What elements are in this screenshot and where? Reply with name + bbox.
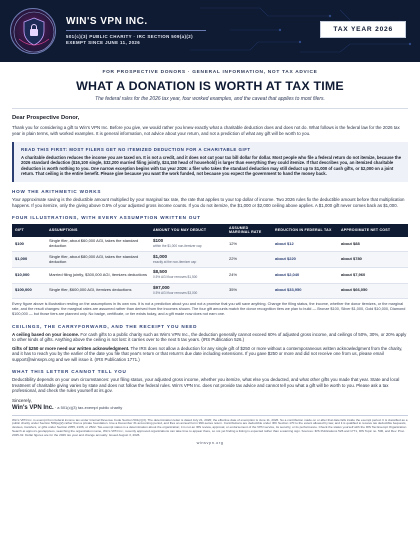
divider <box>12 108 408 109</box>
deduct-note: exactly at the non-itemizer cap <box>153 259 197 264</box>
warning-callout <box>12 142 408 182</box>
ceiling-lead: A ceiling based on your income. <box>12 331 80 337</box>
signer: Win's VPN Inc. <box>12 404 54 411</box>
signer-note: · a 501(c)(3) tax-exempt public charity <box>53 404 123 410</box>
table-header-row <box>12 224 408 237</box>
net-cost-cell: about $66,050 <box>338 283 408 299</box>
assumptions-cell: Single filer, about $60,000 AGI, takes the standard deduction <box>46 237 150 252</box>
rate-cell: 12% <box>226 237 272 252</box>
col-deduct: AMOUNT YOU MAY DEDUCT <box>150 224 226 237</box>
table-row <box>12 237 408 252</box>
opening-paragraph: Thank you for considering a gift to Win's VPN Inc. Before you give, we would rather you knew exactly what a charitable deduction does and does not do. What follows is the federal law for the 2026 tax year in plain terms, with worked examples. It is general information, not advice about your return, and not a prediction of what any gift will be worth to you. <box>12 125 400 136</box>
arithmetic-text: Your approximate saving is the deductible amount multiplied by your marginal tax rate, the rate that applies to your top dollar of income. Two 2026 rules fix the deductible amount before that multiplication happens. If you itemize, only the giving above 0.5% of your adjusted gross income counts. If you do not itemize, the $1,000 or $2,000 ceiling above applies. A $1,000 gift never comes back as $1,000. <box>12 197 405 208</box>
reduction-cell: about $33,950 <box>272 283 338 299</box>
gift-amount: $1,000 <box>12 252 46 268</box>
tax-year-badge: TAX YEAR 2026 <box>320 21 406 38</box>
rate-cell: 24% <box>226 267 272 283</box>
page-subtitle: The federal rules for the 2026 tax year, four worked examples, and the caveat that applies to most filers. <box>95 96 325 102</box>
illustrations-table <box>12 224 408 299</box>
fine-print: Win's VPN Inc. is exempt from federal income tax under Internal Revenue Code Section 501(c)(3). The determination letter is dated July 21, 2026; the effective date of exemption is June 11, 2026. So a contribution made on or after that date falls inside the exempt period. It is classified as a public charity under Section 509(a)(2) rather than a private foundation. Use a December 31 accounting period, and files an annual Form 990-series return. Contributions are deductible under IRC Section 170 to the extent allowed by law, and it is qualified to receive tax deductible bequests, devises, transfers, or gifts under Section 2055, 2106, or 2522. Tax-exempt status is a determination about the organization; it is not an IRS review, approval, or endorsement of the VPN service, its security, or its performance. Check the status yourself with the IRS Tax Exempt Organization Search at apps.irs.gov/app/eos, searching the organization name, Win's VPN Inc.; recently approved organizations can take time to appear there, so not yet finding a listing is expected rather than a warning sign. Sources: IRS Publications 526 and 1771, IRS Topic no. 506, and Rev. Proc. 2025-32. Dollar figures are for the 2026 tax year and change annually. Issued August 3, 2026. <box>12 417 408 438</box>
cannot-text: Deductibility depends on your own circumstances: your filing status, your adjusted gross income, whether you itemize, what else you deducted, and what other gifts you made that year. State and local treatment of charitable giving varies by state and does not follow the federal rules. Win's VPN Inc. does not provide tax advice and cannot tell you what a gift will be worth to you. Please ask a tax professional, and check the rules yourself at irs.gov. <box>12 377 400 394</box>
acknowledgment-paragraph <box>12 346 408 363</box>
callout-text: A charitable deduction reduces the income you are taxed on. It is not a credit, and it does not cut your tax bill dollar for dollar. Most people who file a federal return do not itemize, because the 2026 standard deduction ($16,100 single, $32,200 married filing jointly, $24,150 head of household) is larger than everything they could itemize. If that describes you, an itemized charitable deduction is worth nothing to you. One narrow exception begins with tax year 2026: a filer who takes the standard deduction may still deduct up to $1,000 of cash gifts, or $2,000 on a joint return. That ceiling is the entire benefit. Please give because you want the work funded, not because you expect the government to hand the money back. <box>21 155 402 176</box>
deduct-cell <box>150 267 226 283</box>
table-row <box>12 283 408 299</box>
reduction-cell: about $12 <box>272 237 338 252</box>
website: winsvpn.org <box>196 441 224 446</box>
deduct-cell <box>150 283 226 299</box>
organization-seal-icon <box>10 8 56 54</box>
col-assumptions: ASSUMPTIONS <box>46 224 150 237</box>
letterhead <box>0 0 420 62</box>
net-cost-cell: about $88 <box>338 237 408 252</box>
net-cost-cell: about $780 <box>338 252 408 268</box>
reduction-cell: about $220 <box>272 252 338 268</box>
deduct-note: within the $1,000 non-itemizer cap <box>153 244 202 249</box>
brand-name: WIN'S VPN INC. <box>66 16 148 27</box>
gift-amount: $100,000 <box>12 283 46 299</box>
acknowledgment-lead: Gifts of $250 or more need our written acknowledgment. <box>12 345 130 351</box>
table-row <box>12 252 408 268</box>
callout-title: READ THIS FIRST: MOST FILERS GET NO ITEMIZED DEDUCTION FOR A CHARITABLE GIFT <box>21 147 251 152</box>
assumptions-cell: Single filer, $600,000 AGI, itemizes deductions <box>46 283 150 299</box>
col-rate: ASSUMED MARGINAL RATE <box>226 224 272 237</box>
col-net: APPROXIMATE NET COST <box>338 224 408 237</box>
deduct-cell <box>150 237 226 252</box>
ceiling-paragraph <box>12 332 408 343</box>
kicker: FOR PROSPECTIVE DONORS · GENERAL INFORMATION, NOT TAX ADVICE <box>102 70 318 75</box>
deduct-amount: $8,500 <box>153 269 168 275</box>
deduct-amount: $1,000 <box>153 253 168 259</box>
ceilings-heading: CEILINGS, THE CARRYFORWARD, AND THE RECEIPT YOU NEED <box>12 323 198 329</box>
cannot-heading: WHAT THIS LETTER CANNOT TELL YOU <box>12 369 127 375</box>
rate-cell: 22% <box>226 252 272 268</box>
deduct-cell <box>150 252 226 268</box>
closing: Sincerely, <box>12 397 32 403</box>
acknowledgment-text: The IRS does not allow a deduction for any single gift of $250 or more without a contemporaneous written acknowledgment from the charity, and it has to reach you by the earlier of the date you file that year's return or that return's due date including extensions. If you gave $250 or more and did not receive one from us, please email support@winsvpn.org and we will issue it. (IRS Publication 1771.) <box>12 345 403 362</box>
gift-amount: $100 <box>12 237 46 252</box>
charity-status: 501(c)(3) PUBLIC CHARITY · IRC SECTION 509(a)(2) <box>66 34 193 39</box>
table-note: Every figure above is illustration resting on the assumptions in its own row. It is not a prediction about you and not a promise that you will save anything. Change the filing status, the income, whether the donor itemizes, or the marginal rate, and the result changes: the marginal rates are assumed rather than derived from the incomes shown. The four gift amounts match the donor recognition tiers we plan to build — Bronze $100, Silver $1,000, Gold $10,000, Diamond $100,000 — but those tiers are planned only. No badge, certificate, or tier exists today, and a gift made now does not earn one. <box>12 302 406 316</box>
col-reduction: REDUCTION IN FEDERAL TAX <box>272 224 338 237</box>
assumptions-cell: Married filing jointly, $300,000 AGI, itemizes deductions <box>46 267 150 283</box>
page-title: WHAT A DONATION IS WORTH AT TAX TIME <box>76 79 344 93</box>
rate-cell: 35% <box>226 283 272 299</box>
deduct-note: 0.5% AGI floor removes $3,000 <box>153 290 198 295</box>
signature-name <box>12 405 408 411</box>
illustrations-heading: FOUR ILLUSTRATIONS, WITH EVERY ASSUMPTION WRITTEN OUT <box>12 215 201 221</box>
col-gift: GIFT <box>12 224 46 237</box>
arithmetic-heading: HOW THE ARITHMETIC WORKS <box>12 189 102 195</box>
gift-amount: $10,000 <box>12 267 46 283</box>
deduct-note: 0.5% AGI floor removes $1,500 <box>153 275 198 280</box>
deduct-amount: $97,000 <box>153 285 170 291</box>
ceiling-text: For cash gifts to a public charity such as Win's VPN Inc., the deduction generally cannot exceed 60% of adjusted gross income, and ceilings of 50%, 30%, or 20% apply to other kinds of gifts. Anything above the ceiling is not lost: it carries over to the next 5 tax years. (IRS Publication 526.) <box>12 331 407 343</box>
reduction-cell: about $2,040 <box>272 267 338 283</box>
net-cost-cell: about $7,960 <box>338 267 408 283</box>
exempt-since: EXEMPT SINCE JUNE 11, 2026 <box>66 40 141 45</box>
salutation: Dear Prospective Donor, <box>12 115 80 121</box>
assumptions-cell: Single filer, about $80,000 AGI, takes the standard deduction <box>46 252 150 268</box>
deduct-amount: $100 <box>153 238 164 244</box>
table-row <box>12 267 408 283</box>
